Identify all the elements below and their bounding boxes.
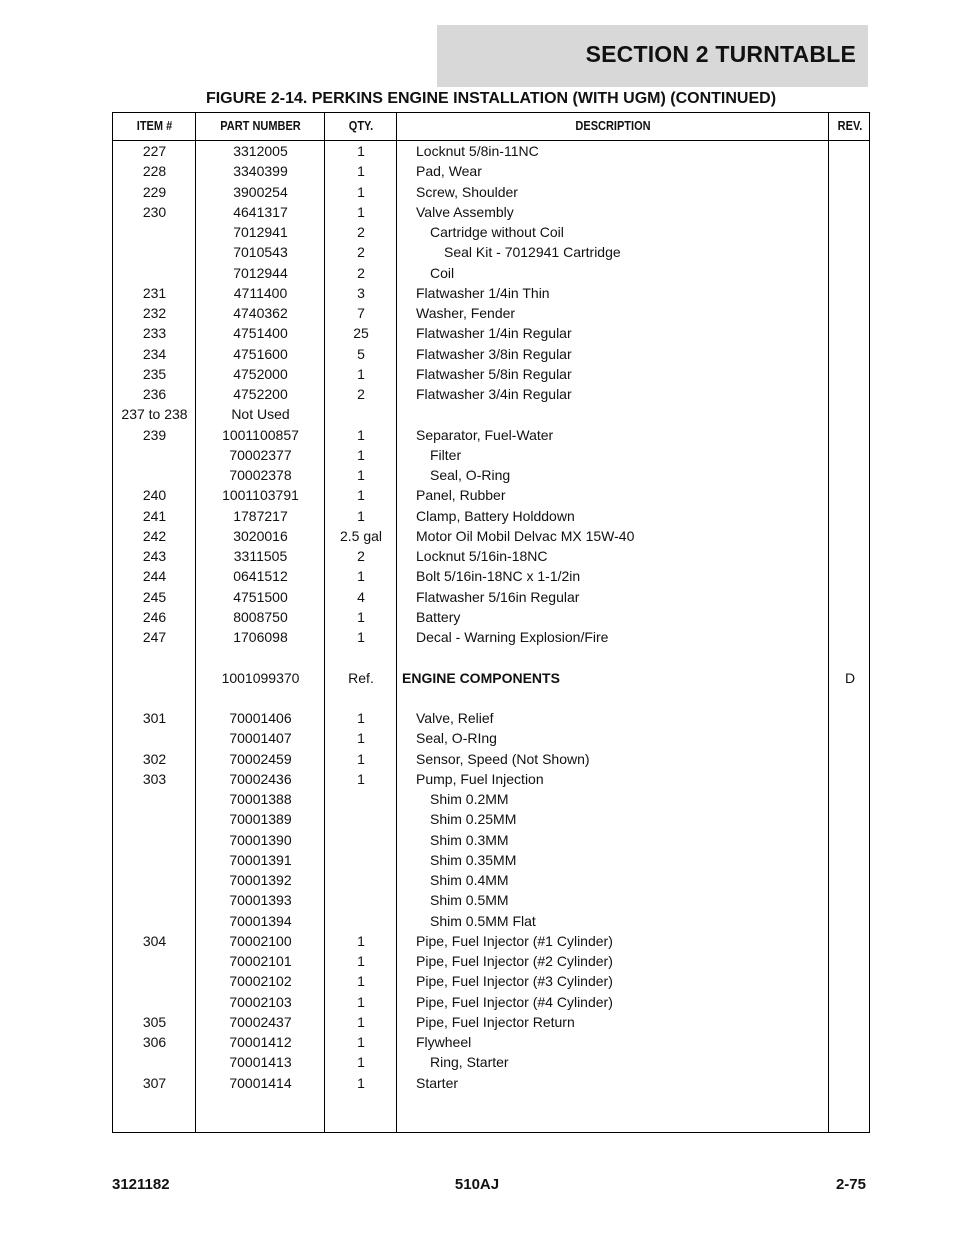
table-row (113, 607, 869, 627)
part-number-cell: 7012941 (233, 224, 288, 240)
table-row (113, 769, 869, 789)
description-cell: Coil (430, 264, 455, 281)
table-row (113, 161, 869, 181)
description-cell: Shim 0.35MM (430, 851, 517, 868)
quantity-cell: 1 (357, 1034, 365, 1050)
quantity-cell: 2 (357, 548, 365, 564)
table-row (113, 242, 869, 262)
table-row (113, 587, 869, 607)
header-description: DESCRIPTION (575, 119, 651, 133)
table-row (113, 425, 869, 445)
description-cell: Pump, Fuel Injection (416, 770, 544, 787)
item-number-cell: 230 (142, 203, 167, 220)
table-row (113, 202, 869, 222)
part-number-cell: 70002378 (229, 467, 292, 483)
description-cell: Shim 0.5MM Flat (430, 912, 536, 929)
description-cell: Seal, O-Ring (430, 467, 511, 483)
part-number-cell: 8008750 (233, 608, 288, 625)
part-number-cell: 70001412 (229, 1034, 292, 1050)
quantity-cell: 2 (357, 244, 365, 261)
part-number-cell: 4751400 (233, 325, 288, 342)
part-number-cell: 70001407 (229, 730, 292, 747)
item-number-cell: 235 (142, 365, 167, 382)
part-number-cell: 70001391 (229, 851, 292, 868)
description-cell: Locknut 5/16in-18NC (416, 548, 548, 564)
part-number-cell: 70002436 (229, 770, 292, 787)
part-number-cell: 70001414 (229, 1074, 292, 1091)
quantity-cell: 25 (353, 325, 369, 342)
part-number-cell: 4751500 (233, 588, 288, 605)
quantity-cell: 1 (357, 993, 365, 1010)
table-row (113, 809, 869, 829)
header-qty: QTY. (348, 119, 374, 133)
description-cell: Flatwasher 5/8in Regular (416, 365, 572, 382)
quantity-cell: 1 (357, 203, 365, 220)
part-number-cell: 70002377 (229, 446, 292, 463)
table-row (113, 303, 869, 323)
quantity-cell: 1 (357, 143, 365, 159)
table-row (113, 445, 869, 465)
description-cell: Shim 0.2MM (430, 791, 509, 807)
description-cell: Seal, O-RIng (416, 730, 497, 747)
part-number-cell: 7010543 (233, 244, 288, 261)
description-cell: Pipe, Fuel Injector (#1 Cylinder) (416, 932, 613, 949)
part-number-cell: 70002103 (229, 993, 292, 1010)
table-row (113, 364, 869, 384)
table-row (113, 384, 869, 404)
part-number-cell: 1787217 (233, 507, 288, 524)
footer-model: 510AJ (454, 1176, 500, 1193)
table-row (113, 749, 869, 769)
part-number-cell: 3311505 (233, 548, 288, 564)
item-number-cell: 239 (142, 426, 167, 443)
item-number-cell: 246 (142, 608, 167, 625)
description-cell: Panel, Rubber (416, 487, 506, 504)
description-cell: Pipe, Fuel Injector Return (416, 1013, 575, 1030)
part-number-cell: 70001392 (229, 872, 292, 888)
description-cell: Sensor, Speed (Not Shown) (416, 750, 590, 767)
table-row (113, 1032, 869, 1052)
part-number-cell: 7012944 (233, 264, 288, 281)
part-number-cell: 4751600 (233, 345, 288, 362)
quantity-cell: 1 (357, 750, 365, 767)
quantity-cell: 1 (357, 710, 365, 726)
item-number-cell: 245 (142, 588, 167, 605)
description-cell: Pipe, Fuel Injector (#3 Cylinder) (416, 973, 613, 990)
table-row (113, 263, 869, 283)
item-number-cell: 305 (142, 1013, 167, 1030)
quantity-cell: 2 (357, 386, 365, 402)
item-number-cell: 237 to 238 (121, 406, 188, 423)
part-number-cell: 1001103791 (222, 487, 299, 504)
part-number-cell: 70001413 (229, 1054, 292, 1071)
table-row (113, 971, 869, 991)
item-number-cell: 304 (142, 932, 167, 949)
description-cell: Pipe, Fuel Injector (#4 Cylinder) (416, 993, 613, 1010)
item-number-cell: 233 (142, 325, 167, 342)
table-row (113, 708, 869, 728)
quantity-cell: 2 (357, 264, 365, 281)
table-row (113, 830, 869, 850)
section-header-band (437, 25, 868, 87)
part-number-cell: 1001100857 (222, 426, 299, 443)
table-row (113, 911, 869, 931)
table-row (113, 566, 869, 586)
quantity-cell: 7 (357, 305, 365, 321)
description-cell: Motor Oil Mobil Delvac MX 15W-40 (416, 527, 635, 544)
quantity-cell: 3 (357, 284, 365, 301)
part-number-cell: 4711400 (233, 284, 288, 301)
description-cell: Pipe, Fuel Injector (#2 Cylinder) (416, 953, 613, 969)
description-cell: Pad, Wear (416, 163, 482, 180)
table-row (113, 323, 869, 343)
table-row (113, 283, 869, 303)
description-cell: Shim 0.5MM (430, 892, 509, 909)
part-number-cell: 70001390 (229, 831, 292, 848)
quantity-cell: 1 (357, 629, 365, 645)
item-number-cell: 302 (142, 750, 167, 767)
description-cell: Starter (416, 1074, 459, 1091)
part-number-cell: 1001099370 (221, 669, 300, 686)
table-row (113, 728, 869, 748)
quantity-cell: 1 (357, 446, 365, 463)
table-row (113, 931, 869, 951)
table-row (113, 992, 869, 1012)
parts-table (112, 112, 870, 1133)
description-cell: Clamp, Battery Holddown (416, 507, 575, 524)
quantity-cell: 1 (357, 1074, 365, 1091)
table-row (113, 182, 869, 202)
table-body (113, 141, 869, 1093)
table-row (113, 1073, 869, 1093)
quantity-cell: 1 (357, 507, 365, 524)
table-row (113, 404, 869, 424)
quantity-cell: 1 (357, 953, 365, 969)
quantity-cell: 1 (357, 770, 365, 787)
quantity-cell: 1 (357, 568, 365, 585)
table-section-heading-row (113, 668, 869, 688)
description-cell: Locknut 5/8in-11NC (416, 143, 539, 159)
description-cell: Flatwasher 3/4in Regular (416, 386, 572, 402)
table-row (113, 141, 869, 161)
table-row (113, 222, 869, 242)
description-cell: Shim 0.25MM (430, 811, 517, 828)
item-number-cell: 240 (142, 487, 167, 504)
part-number-cell: 70001389 (229, 811, 292, 828)
table-row (113, 688, 869, 708)
footer-page-number: 2-75 (835, 1176, 866, 1193)
table-row (113, 951, 869, 971)
item-number-cell: 227 (142, 143, 167, 159)
part-number-cell: 70002459 (229, 750, 292, 767)
table-row (113, 850, 869, 870)
table-row (113, 526, 869, 546)
description-cell: Seal Kit - 7012941 Cartridge (444, 244, 621, 261)
item-number-cell: 229 (142, 183, 167, 200)
revision-cell: D (844, 669, 856, 686)
part-number-cell: 4752000 (233, 365, 288, 382)
header-rev: REV. (837, 119, 863, 133)
figure-title: FIGURE 2-14. PERKINS ENGINE INSTALLATION (WITH UGM) (CONTINUED) (205, 90, 777, 107)
description-cell: Decal - Warning Explosion/Fire (416, 629, 609, 645)
item-number-cell: 241 (142, 507, 167, 524)
header-part-number: PART NUMBER (220, 119, 301, 133)
table-row (113, 789, 869, 809)
description-cell: Washer, Fender (416, 305, 516, 321)
part-number-cell: 1706098 (233, 629, 288, 645)
item-number-cell: 242 (142, 527, 167, 544)
part-number-cell: 3312005 (233, 143, 288, 159)
quantity-cell: 2.5 gal (339, 527, 383, 544)
item-number-cell: 232 (142, 305, 167, 321)
quantity-cell: 1 (357, 932, 365, 949)
header-item: ITEM # (136, 119, 173, 133)
part-number-cell: 70001393 (229, 892, 292, 909)
quantity-cell: 1 (357, 163, 365, 180)
description-cell: Flatwasher 1/4in Regular (416, 325, 572, 342)
part-number-cell: 70002102 (229, 973, 292, 990)
item-number-cell: 303 (142, 770, 167, 787)
item-number-cell: 231 (142, 284, 167, 301)
item-number-cell: 306 (142, 1034, 167, 1050)
description-cell: Flywheel (416, 1034, 472, 1050)
item-number-cell: 244 (142, 568, 167, 585)
description-cell: Valve Assembly (416, 203, 514, 220)
description-cell: Cartridge without Coil (430, 224, 564, 240)
table-row (113, 1052, 869, 1072)
table-row (113, 647, 869, 667)
part-number-cell: Not Used (231, 406, 290, 423)
part-number-cell: 3900254 (233, 183, 288, 200)
table-row (113, 485, 869, 505)
item-number-cell: 243 (142, 548, 167, 564)
table-row (113, 506, 869, 526)
part-number-cell: 70002437 (229, 1013, 292, 1030)
table-row (113, 344, 869, 364)
description-cell: Shim 0.3MM (430, 831, 509, 848)
part-number-cell: 3020016 (233, 527, 288, 544)
item-number-cell: 228 (142, 163, 167, 180)
section-title: SECTION 2 TURNTABLE (585, 41, 856, 67)
item-number-cell: 247 (142, 629, 167, 645)
item-number-cell: 301 (142, 710, 167, 726)
table-row (113, 890, 869, 910)
part-number-cell: 3340399 (233, 163, 288, 180)
description-cell: Filter (430, 446, 462, 463)
part-number-cell: 70001394 (229, 912, 292, 929)
description-cell: Flatwasher 1/4in Thin (416, 284, 550, 301)
table-row (113, 465, 869, 485)
quantity-cell: 1 (357, 973, 365, 990)
quantity-cell: 1 (357, 730, 365, 747)
item-number-cell: 236 (142, 386, 167, 402)
table-row (113, 870, 869, 890)
description-cell: Flatwasher 3/8in Regular (416, 345, 572, 362)
quantity-cell: 1 (357, 426, 365, 443)
description-cell: Ring, Starter (430, 1054, 509, 1071)
description-cell: Screw, Shoulder (416, 183, 518, 200)
quantity-cell: 1 (357, 183, 365, 200)
description-cell: Bolt 5/16in-18NC x 1-1/2in (416, 568, 581, 585)
quantity-cell: 5 (357, 345, 365, 362)
part-number-cell: 4740362 (233, 305, 288, 321)
description-cell: Shim 0.4MM (430, 872, 509, 888)
quantity-cell: 4 (357, 588, 365, 605)
table-row (113, 546, 869, 566)
table-row (113, 627, 869, 647)
item-number-cell: 307 (142, 1074, 167, 1091)
quantity-cell: Ref. (348, 669, 374, 686)
part-number-cell: 4641317 (233, 203, 288, 220)
quantity-cell: 1 (357, 608, 365, 625)
description-cell: Separator, Fuel-Water (416, 426, 554, 443)
table-header (113, 113, 869, 141)
part-number-cell: 0641512 (233, 568, 288, 585)
table-row (113, 1012, 869, 1032)
description-cell: Battery (416, 608, 461, 625)
quantity-cell: 1 (357, 1054, 365, 1071)
quantity-cell: 1 (357, 1013, 365, 1030)
item-number-cell: 234 (142, 345, 167, 362)
quantity-cell: 2 (357, 224, 365, 240)
quantity-cell: 1 (357, 467, 365, 483)
quantity-cell: 1 (357, 487, 365, 504)
part-number-cell: 70001406 (229, 710, 292, 726)
description-cell: ENGINE COMPONENTS (402, 669, 560, 686)
part-number-cell: 70002100 (229, 932, 292, 949)
description-cell: Flatwasher 5/16in Regular (416, 588, 580, 605)
quantity-cell: 1 (357, 365, 365, 382)
part-number-cell: 70002101 (229, 953, 292, 969)
description-cell: Valve, Relief (416, 710, 494, 726)
part-number-cell: 70001388 (229, 791, 292, 807)
footer-publication-number: 3121182 (112, 1176, 170, 1193)
part-number-cell: 4752200 (233, 386, 288, 402)
